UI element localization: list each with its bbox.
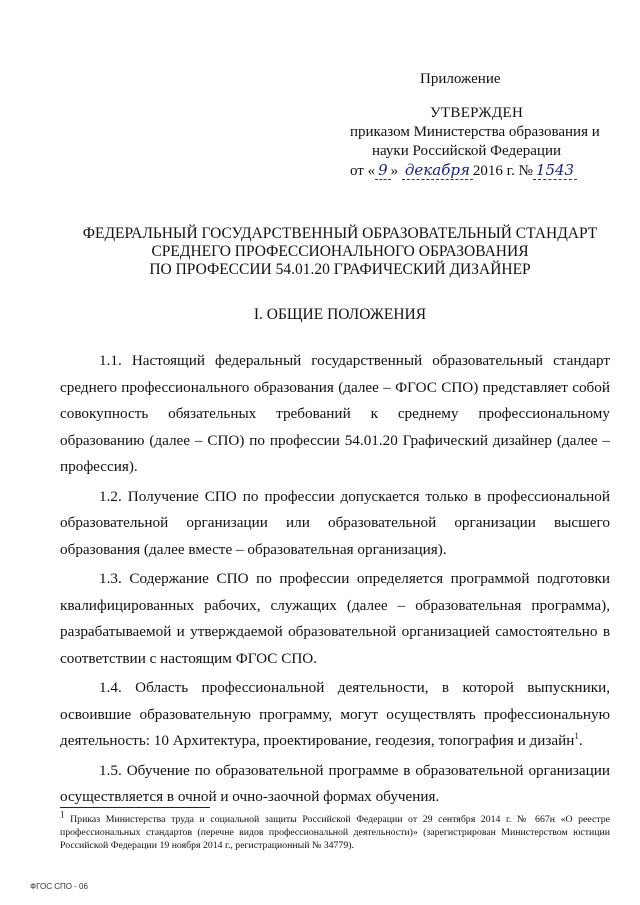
- page-code: ФГОС СПО - 06: [30, 882, 88, 891]
- title-line-3: ПО ПРОФЕССИИ 54.01.20 ГРАФИЧЕСКИЙ ДИЗАЙНЕР: [149, 261, 531, 278]
- date-year: 2016 г. №: [472, 163, 533, 179]
- title-line-1: ФЕДЕРАЛЬНЫЙ ГОСУДАРСТВЕННЫЙ ОБРАЗОВАТЕЛЬНЫЙ СТАНДАРТ: [82, 225, 598, 242]
- paragraph-1-1: 1.1. Настоящий федеральный государственный образовательный стандарт среднего профессионального образования (далее – ФГОС СПО) представляет собой совокупность обязательных требований к среднему профессиональному образованию (далее – СПО) по профессии 54.01.20 Графический дизайнер (далее – профессия).: [60, 352, 610, 475]
- paragraph-1-2: 1.2. Получение СПО по профессии допускается только в профессиональной образовательной организации или образовательной организации высшего образования (далее вместе – образовательная организация).: [60, 487, 610, 558]
- footnote-text: Приказ Министерства труда и социальной защиты Российской Федерации от 29 сентября 2014 г. № 667н «О реестре профессиональных стандартов (перечне видов профессиональной деятельности)» (зарегистрирован Министерством юстиции Российской Федерации 19 ноября 2014 г., регистрационный № 34779).: [60, 814, 610, 851]
- footnote: [60, 809, 610, 852]
- approved-heading: УТВЕРЖДЕН: [430, 105, 524, 121]
- handwritten-month: декабря: [402, 161, 473, 180]
- footnote-mark: 1: [60, 809, 65, 820]
- date-mid: »: [390, 163, 399, 179]
- paragraph-1-4-text: 1.4. Область профессиональной деятельности, в которой выпускники, освоившие образовательную программу, могут осуществлять профессиональную деятельность: 10 Архитектура, проектирование, геодезия, топография и дизайн: [60, 679, 610, 749]
- order-line-1: приказом Министерства образования и: [350, 124, 600, 140]
- paragraph-1-3: 1.3. Содержание СПО по профессии определяется программой подготовки квалифицированных рабочих, служащих (далее – образовательная программа), разрабатываемой и утверждаемой образовательной организацией самостоятельно в соответствии с настоящим ФГОС СПО.: [60, 570, 610, 667]
- footnote-divider: [60, 807, 210, 808]
- attachment-label: Приложение: [420, 71, 501, 87]
- section-heading: I. ОБЩИЕ ПОЛОЖЕНИЯ: [253, 306, 427, 323]
- approval-stamp: [340, 70, 610, 181]
- title-line-2: СРЕДНЕГО ПРОФЕССИОНАЛЬНОГО ОБРАЗОВАНИЯ: [151, 243, 529, 260]
- footnote-reference[interactable]: 1: [574, 730, 579, 741]
- handwritten-order-number: 1543: [533, 161, 577, 180]
- paragraph-1-4-end: .: [578, 732, 583, 749]
- order-date-line: [340, 161, 610, 181]
- handwritten-day: 9: [375, 161, 391, 180]
- document-body: [60, 343, 610, 814]
- order-line-2: науки Российской Федерации: [372, 143, 562, 159]
- paragraph-1-4: [60, 675, 610, 755]
- date-prefix: от «: [350, 163, 376, 179]
- document-title: [40, 225, 640, 279]
- paragraph-1-5: 1.5. Обучение по образовательной программе в образовательной организации осуществляется в очной и очно-заочной формах обучения.: [60, 761, 610, 805]
